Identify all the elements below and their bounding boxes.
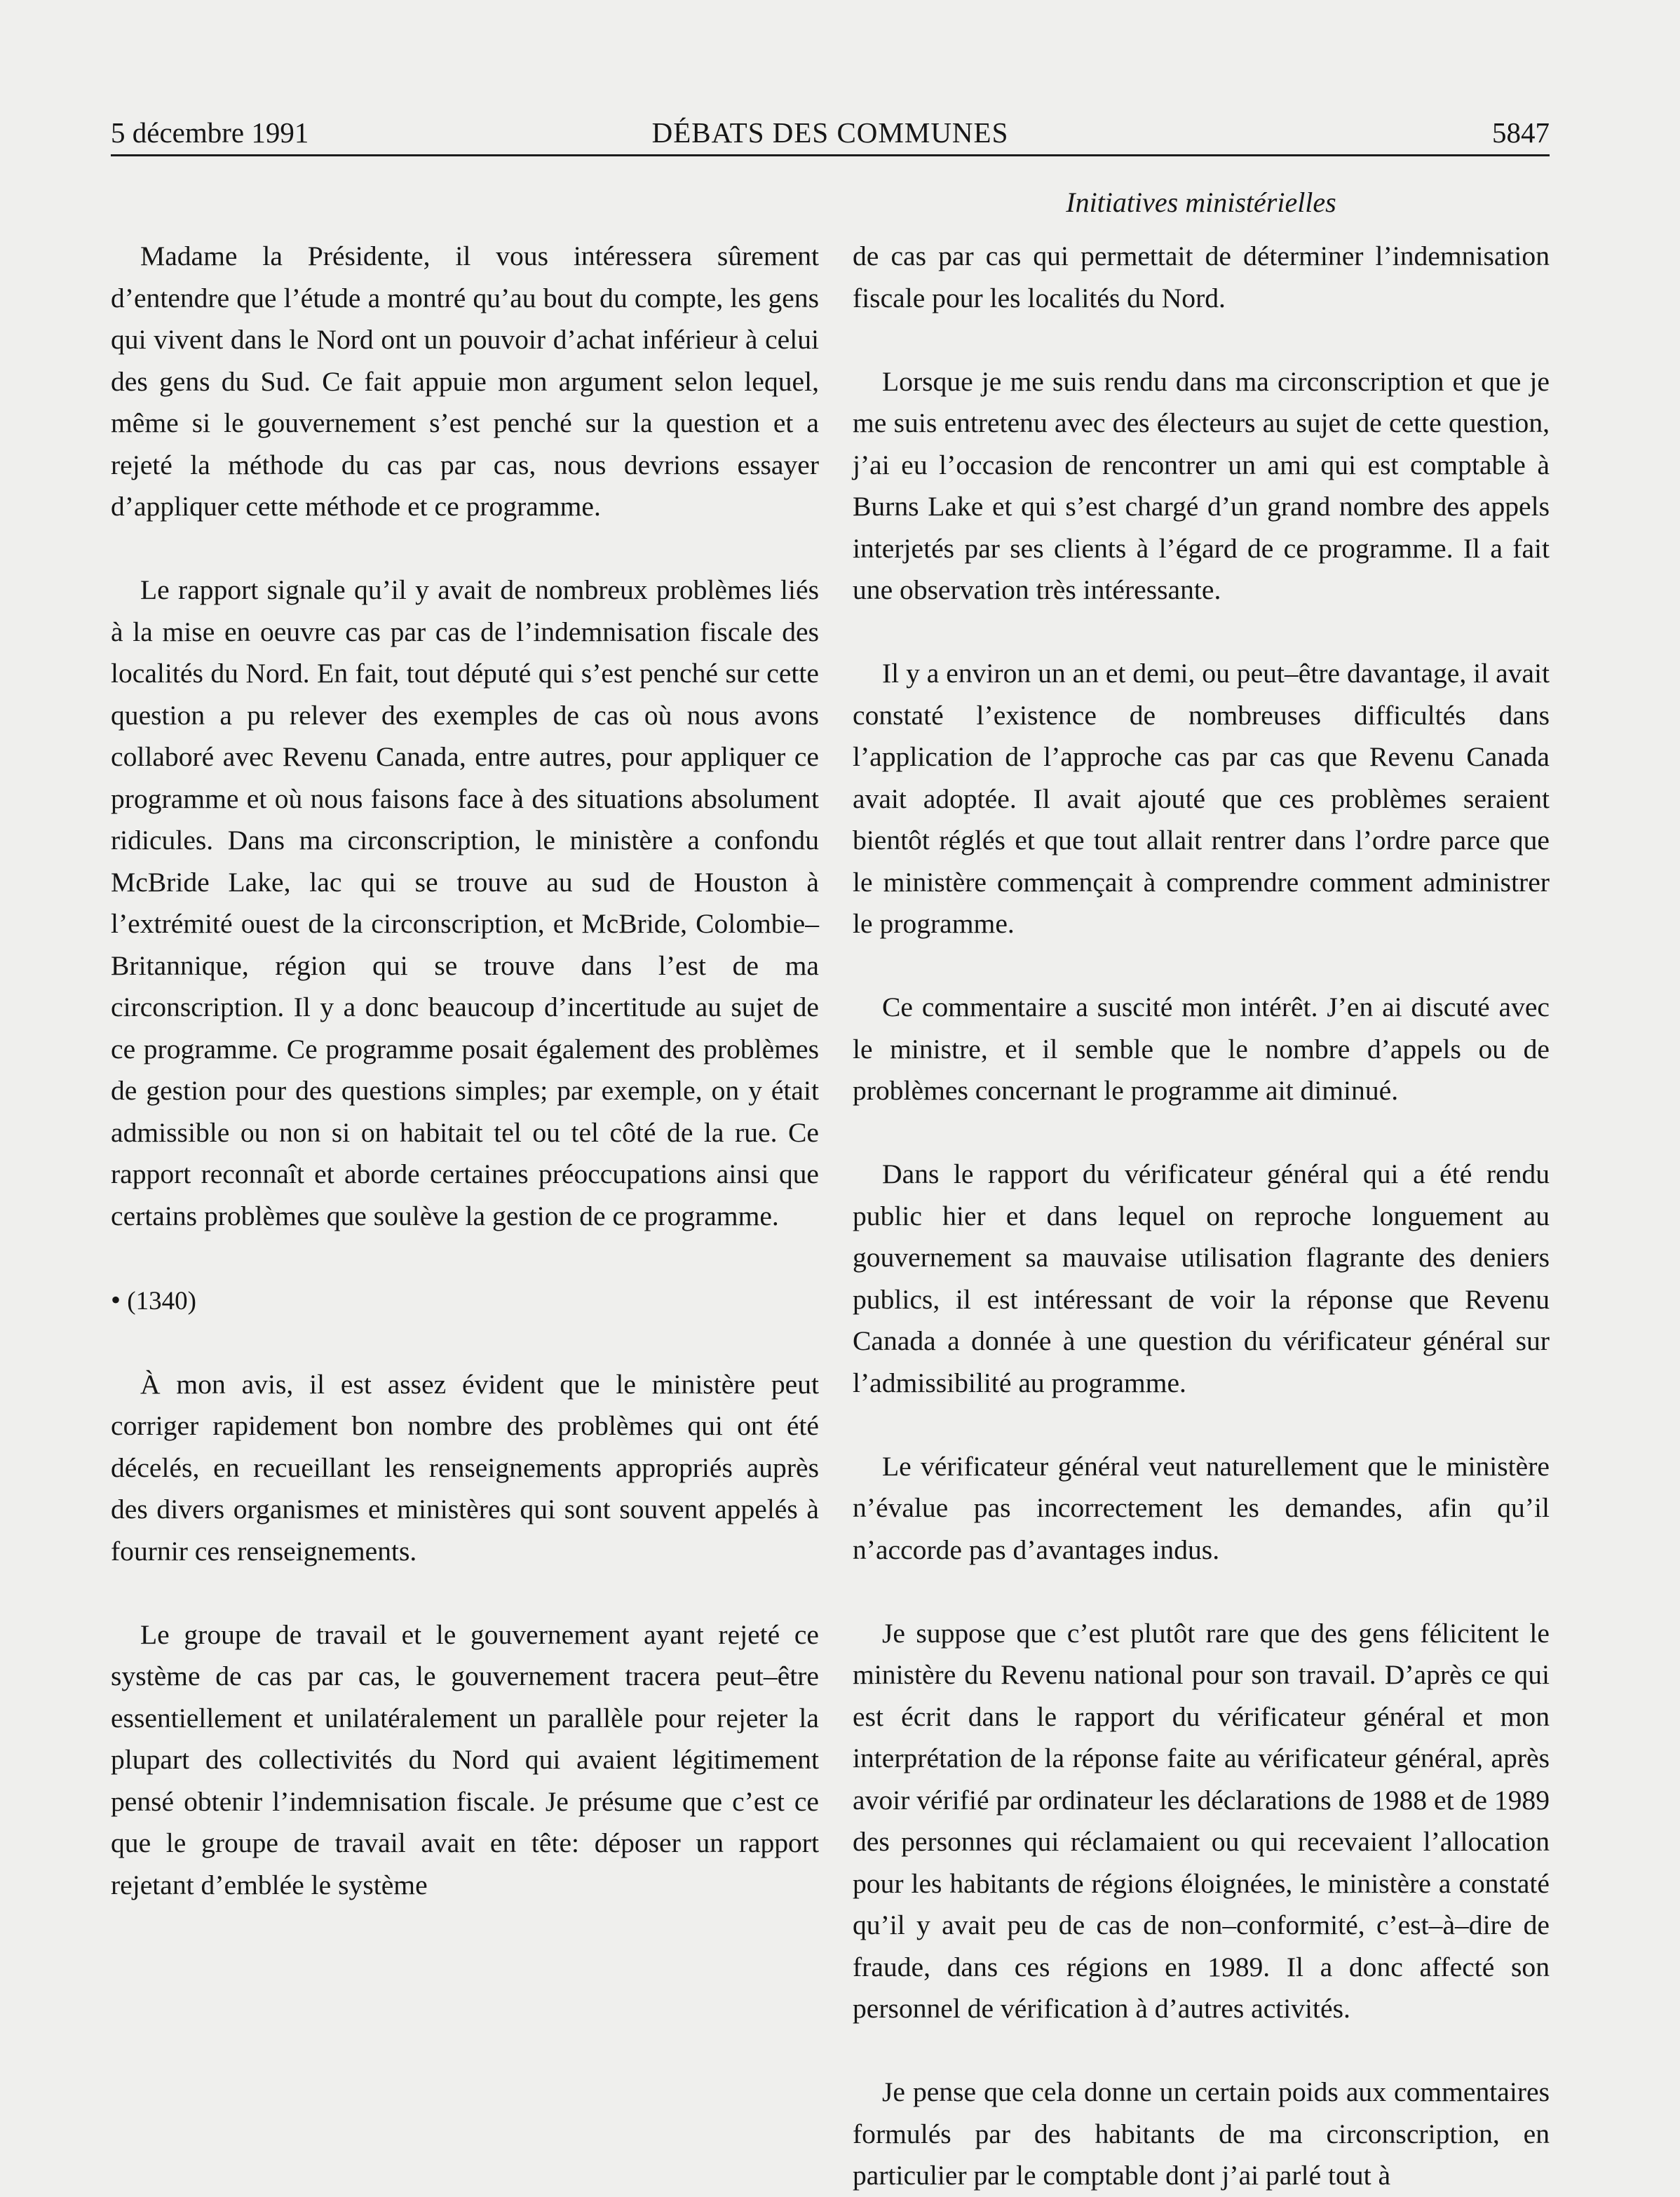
header-date: 5 décembre 1991	[111, 116, 309, 149]
right-column	[853, 236, 1550, 2197]
paragraph: Le groupe de travail et le gouvernement ayant rejeté ce système de cas par cas, le gouvernement tracera peut–être essentiellement et unilatéralement un parallèle pour rejeter la plupart des collectivités du Nord qui avaient légitimement pensé obtenir l’indemnisation fiscale. Je présume que c’est ce que le groupe de travail avait en tête: déposer un rapport rejetant d’emblée le système	[111, 1618, 819, 1900]
bullet-icon: •	[111, 1283, 121, 1316]
page-header	[111, 115, 1550, 156]
time-marker	[111, 1279, 819, 1323]
paragraph: Le vérificateur général veut naturellement que le ministère n’évalue pas incorrectement les demandes, afin qu’il n’accorde pas d’avantages indus.	[853, 1450, 1550, 1565]
paragraph: Ce commentaire a suscité mon intérêt. J’en ai discuté avec le ministre, et il semble que le nombre d’appels ou de problèmes concernant le programme ait diminué.	[853, 992, 1550, 1106]
paragraph: Je pense que cela donne un certain poids aux commentaires formulés par des habitants de ma circonscription, en particulier par le comptable dont j’ai parlé tout à	[853, 2076, 1550, 2191]
section-label: Initiatives ministérielles	[1066, 187, 1336, 218]
paragraph: Il y a environ un an et demi, ou peut–être davantage, il avait constaté l’existence de nombreuses difficultés dans l’application de l’approche cas par cas que Revenu Canada avait adoptée. Il avait ajouté que ces problèmes seraient bientôt réglés et que tout allait rentrer dans l’ordre parce que le ministère commençait à comprendre comment administrer le programme.	[853, 658, 1550, 939]
paragraph: Lorsque je me suis rendu dans ma circonscription et que je me suis entretenu avec des électeurs au sujet de cette question, j’ai eu l’occasion de rencontrer un ami qui est comptable à Burns Lake et qui s’est chargé d’un grand nombre des appels interjetés par ses clients à l’égard de ce programme. Il a fait une observation très intéressante.	[853, 365, 1550, 605]
paragraph: de cas par cas qui permettait de déterminer l’indemnisation fiscale pour les localités du Nord.	[853, 241, 1550, 313]
paragraph: Je suppose que c’est plutôt rare que des gens félicitent le ministère du Revenu national pour son travail. D’après ce qui est écrit dans le rapport du vérificateur général et mon interprétation de la réponse faite au vérificateur général, après avoir vérifié par ordinateur les déclarations de 1988 et de 1989 des personnes qui réclamaient ou qui recevaient l’allocation pour les habitants de régions éloignées, le ministère a constaté qu’il y avait peu de cas de non–conformité, c’est–à–dire de fraude, dans ces régions en 1989. Il a donc affecté son personnel de vérification à d’autres activités.	[853, 1617, 1550, 2024]
paragraph: Dans le rapport du vérificateur général qui a été rendu public hier et dans lequel on reproche longuement au gouvernement sa mauvaise utilisation flagrante des deniers publics, il est intéressant de voir la réponse que Revenu Canada a donnée à une question du vérificateur général sur l’admissibilité au programme.	[853, 1158, 1550, 1398]
paragraph: Le rapport signale qu’il y avait de nombreux problèmes liés à la mise en oeuvre cas par cas de l’indemnisation fiscale des localités du Nord. En fait, tout député qui s’est penché sur cette question a pu relever des exemples de cas où nous avons collaboré avec Revenu Canada, entre autres, pour appliquer ce programme et où nous faisons face à des situations absolument ridicules. Dans ma circonscription, le ministère a confondu McBride Lake, lac qui se trouve au sud de Houston à l’extrémité ouest de la circonscription, et McBride, Colombie–Britannique, région qui se trouve dans l’est de ma circonscription. Il y a donc beaucoup d’incertitude au sujet de ce programme. Ce programme posait également des problèmes de gestion pour des questions simples; par exemple, on y était admissible ou non si on habitait tel ou tel côté de la rue. Ce rapport reconnaît et aborde certaines préoccupations ainsi que certains problèmes que soulève la gestion de ce programme.	[111, 574, 819, 1231]
page-number: 5847	[1492, 116, 1550, 149]
paragraph: Madame la Présidente, il vous intéressera sûrement d’entendre que l’étude a montré qu’au bout du compte, les gens qui vivent dans le Nord ont un pouvoir d’achat inférieur à celui des gens du Sud. Ce fait appuie mon argument selon lequel, même si le gouvernement s’est penché sur la question et a rejeté la méthode du cas par cas, nous devrions essayer d’appliquer cette méthode et ce programme.	[111, 241, 819, 522]
time-marker-text: (1340)	[127, 1286, 196, 1316]
header-title: DÉBATS DES COMMUNES	[651, 116, 1009, 149]
left-column	[111, 236, 819, 1906]
paragraph: À mon avis, il est assez évident que le ministère peut corriger rapidement bon nombre des problèmes qui ont été décelés, en recueillant les renseignements appropriés auprès des divers organismes et ministères qui sont souvent appelés à fournir ces renseignements.	[111, 1368, 819, 1567]
